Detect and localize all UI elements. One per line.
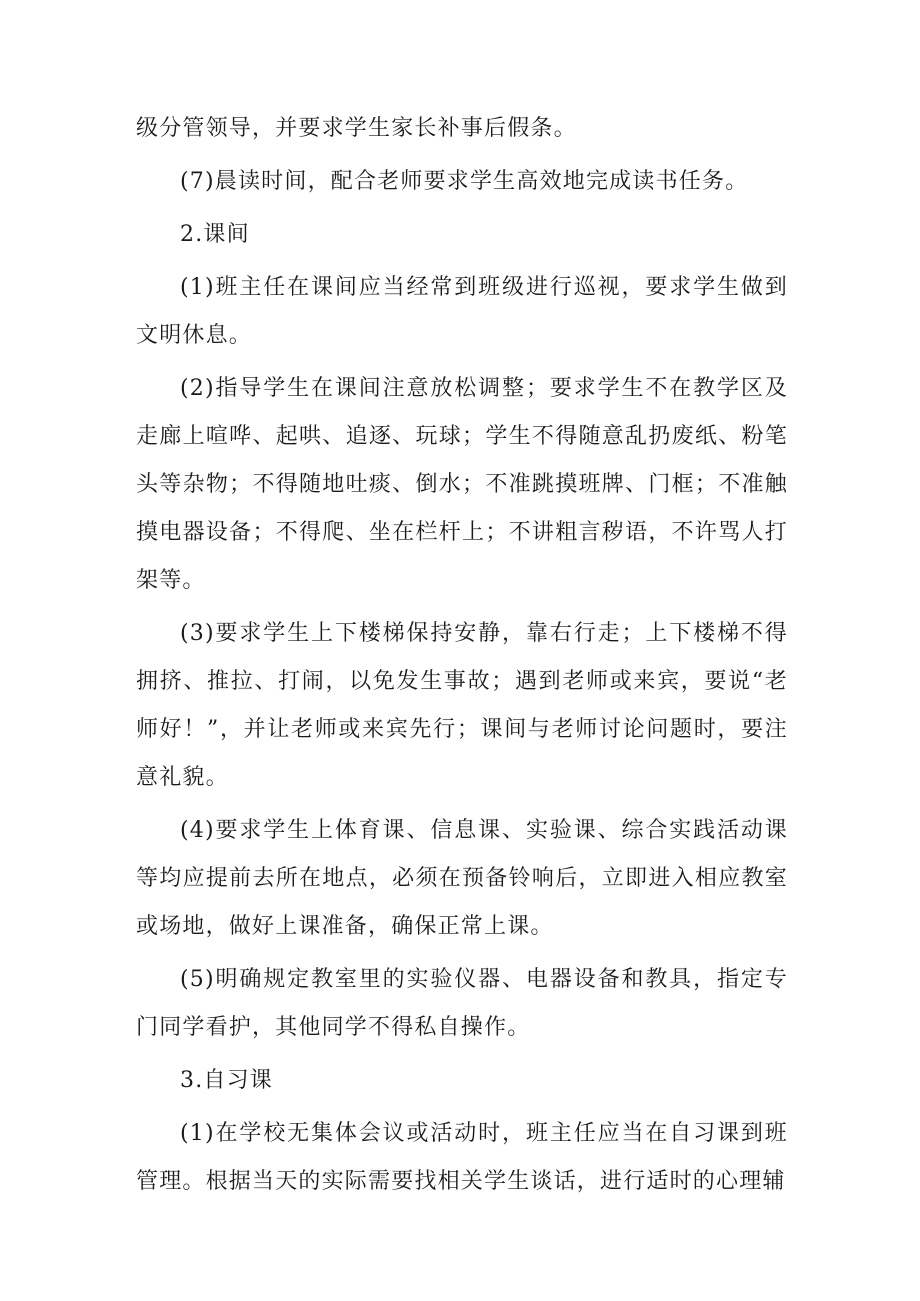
paragraph-continuation: 级分管领导，并要求学生家长补事后假条。 — [136, 116, 577, 141]
section-heading-break: 2.课间 — [180, 222, 250, 247]
document-page — [136, 105, 788, 1211]
section-heading-self-study: 3.自习课 — [180, 1068, 273, 1093]
paragraph-item-7: (7)晨读时间，配合老师要求学生高效地完成读书任务。 — [180, 169, 749, 194]
paragraph-item-5: (5)明确规定教室里的实验仪器、电器设备和教具，指定专门同学看护，其他同学不得私自操作。 — [136, 967, 788, 1040]
paragraph-item-1-self-study: (1)在学校无集体会议或活动时，班主任应当在自习课到班管理。根据当天的实际需要找相关学生谈话，进行适时的心理辅 — [136, 1121, 788, 1194]
paragraph-item-3: (3)要求学生上下楼梯保持安静，靠右行走；上下楼梯不得拥挤、推拉、打闹，以免发生事故；遇到老师或来宾，要说“老师好！”，并让老师或来宾先行；课间与老师讨论问题时，要注意礼貌。 — [136, 621, 788, 790]
paragraph-item-1: (1)班主任在课间应当经常到班级进行巡视，要求学生做到文明休息。 — [136, 275, 788, 348]
paragraph-item-4: (4)要求学生上体育课、信息课、实验课、综合实践活动课等均应提前去所在地点，必须在预备铃响后，立即进入相应教室或场地，做好上课准备，确保正常上课。 — [136, 818, 788, 939]
paragraph-item-2: (2)指导学生在课间注意放松调整；要求学生不在教学区及走廊上喧哗、起哄、追逐、玩球；学生不得随意乱扔废纸、粉笔头等杂物；不得随地吐痰、倒水；不准跳摸班牌、门框；不准触摸电器设备；不得爬、坐在栏杆上；不讲粗言秽语，不许骂人打架等。 — [136, 376, 788, 593]
